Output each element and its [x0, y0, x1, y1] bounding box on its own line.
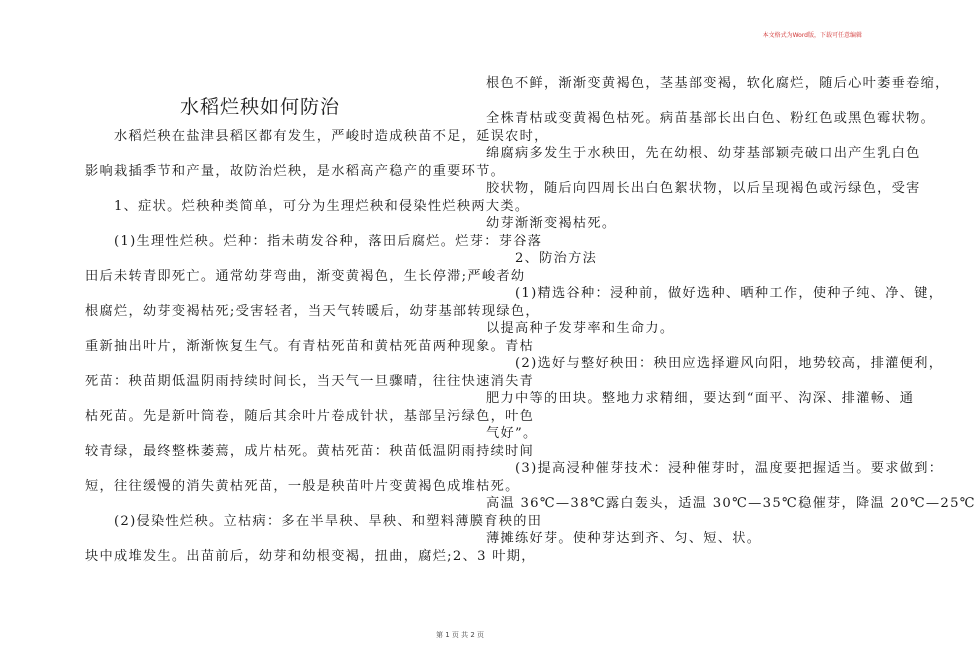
- text-line: 较青绿，最终整株萎蔫，成片枯死。黄枯死苗：秧苗低温阴雨持续时间: [85, 444, 535, 459]
- text-line: 胶状物，随后向四周长出白色絮状物，以后呈现褐色或污绿色，受害: [486, 181, 921, 196]
- watermark-text: 本文格式为Word版，下载可任意编辑: [762, 32, 862, 39]
- text-line: 水稻烂秧在盐津县稻区都有发生，严峻时造成秧苗不足，延误农时，: [85, 129, 549, 144]
- text-line: 以提高种子发芽率和生命力。: [486, 321, 675, 336]
- text-line: 影响栽插季节和产量，故防治烂秧，是水稻高产稳产的重要环节。: [85, 164, 506, 179]
- right-column: [486, 66, 976, 556]
- text-line: 短，往往缓慢的消失黄枯死苗，一般是秧苗叶片变黄褐色成堆枯死。: [85, 479, 520, 494]
- text-line: 田后未转青即死亡。通常幼芽弯曲，渐变黄褐色，生长停滞;严峻者幼: [85, 269, 526, 284]
- document-title: 水稻烂秧如何防治: [180, 95, 341, 118]
- text-line: (2)选好与整好秧田：秧田应选择避风向阳，地势较高，排灌便利，: [486, 356, 944, 371]
- text-line: 块中成堆发生。出苗前后，幼芽和幼根变褐，扭曲，腐烂;2、3 叶期，: [85, 549, 536, 564]
- text-line: 根色不鲜，渐渐变黄褐色，茎基部变褐，软化腐烂，随后心叶萎垂卷缩，: [486, 76, 950, 91]
- page-footer: 第 1 页 共 2 页: [435, 631, 485, 639]
- text-line: (1)生理性烂秧。烂种：指未萌发谷种，落田后腐烂。烂芽：芽谷落: [85, 234, 543, 249]
- text-line: 全株青枯或变黄褐色枯死。病苗基部长出白色、粉红色或黑色霉状物。: [486, 111, 936, 126]
- text-line: 根腐烂，幼芽变褐枯死;受害轻者，当天气转暖后，幼芽基部转现绿色，: [85, 304, 540, 319]
- text-line: 肥力中等的田块。整地力求精细，要达到“面平、沟深、排灌畅、通: [486, 391, 915, 406]
- text-line: 绵腐病多发生于水秧田，先在幼根、幼芽基部颖壳破口出产生乳白色: [486, 146, 921, 161]
- text-line: 1、症状。烂秧种类简单，可分为生理烂秧和侵染性烂秧两大类。: [85, 199, 530, 214]
- text-line: 幼芽渐渐变褐枯死。: [486, 216, 617, 231]
- text-line: (1)精选谷种：浸种前，做好选种、晒种工作，使种子纯、净、键，: [486, 286, 944, 301]
- right-column-body: [486, 66, 976, 556]
- text-line: 枯死苗。先是新叶筒卷，随后其余叶片卷成针状，基部呈污绿色，叶色: [85, 409, 535, 424]
- text-line: 气好”。: [486, 426, 538, 441]
- text-line: 薄摊练好芽。使种芽达到齐、匀、短、状。: [486, 531, 762, 546]
- text-line: 高温 36℃—38℃露白轰头，适温 30℃—35℃稳催芽，降温 20℃—25℃: [486, 496, 976, 511]
- text-line: 死苗：秧苗期低温阴雨持续时间长，当天气一旦骤晴，往往快速消失青: [85, 374, 535, 389]
- text-line: 重新抽出叶片，渐渐恢复生气。有青枯死苗和黄枯死苗两种现象。青枯: [85, 339, 535, 354]
- text-line: (3)提高浸种催芽技术：浸种催芽时，温度要把握适当。要求做到：: [486, 461, 944, 476]
- text-line: (2)侵染性烂秧。立枯病：多在半旱秧、旱秧、和塑料薄膜育秧的田: [85, 514, 543, 529]
- text-line: 2、防治方法: [486, 251, 598, 266]
